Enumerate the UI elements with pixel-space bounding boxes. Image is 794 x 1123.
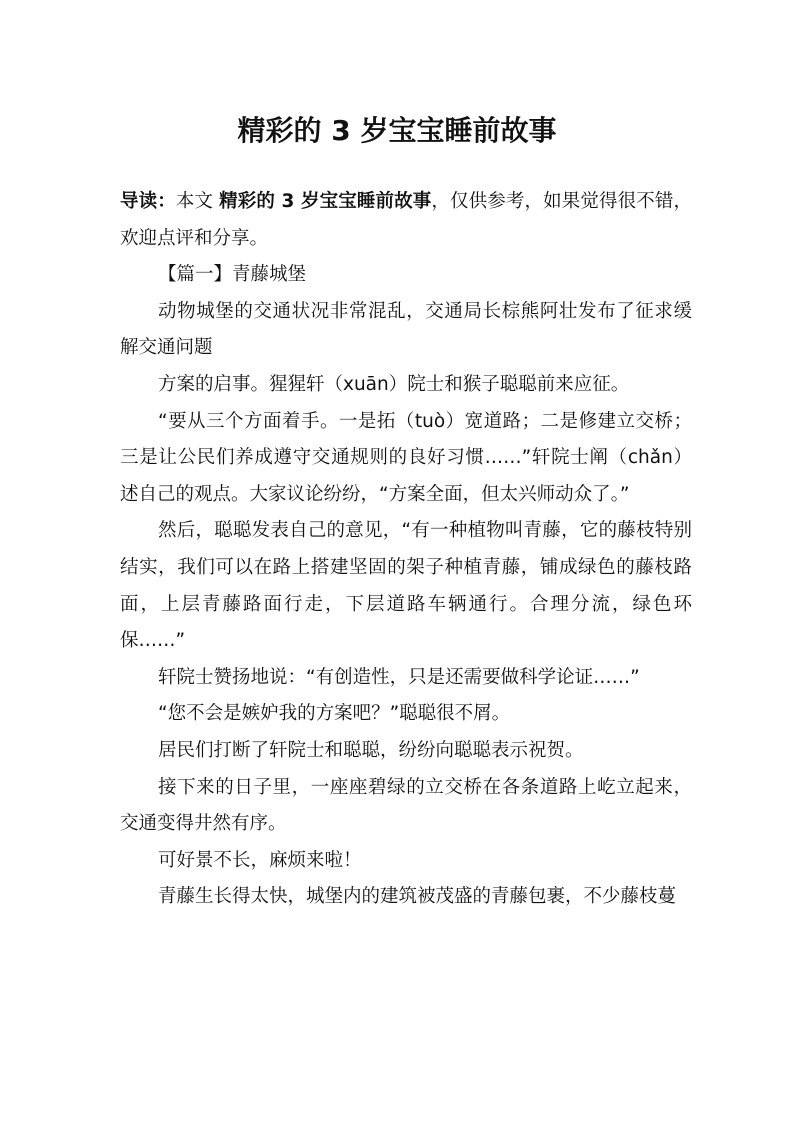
intro-text-before: 本文 xyxy=(175,191,220,212)
body-paragraph: 青藤生长得太快，城堡内的建筑被茂盛的青藤包裹，不少藤枝蔓 xyxy=(158,886,677,908)
body-paragraph: 接下来的日子里，一座座碧绿的立交桥在各条道路上屹立起来，交通变得井然有序。 xyxy=(120,776,692,835)
body-paragraph: 轩院士赞扬地说：“有创造性，只是还需要做科学论证……” xyxy=(158,666,640,688)
section-heading: 【篇一】青藤城堡 xyxy=(158,264,307,286)
intro-paragraph xyxy=(120,184,692,257)
body-paragraph: 然后，聪聪发表自己的意见，“有一种植物叫青藤，它的藤枝特别结实，我们可以在路上搭建坚固的架子种植青藤，铺成绿色的藤枝路面，上层青藤路面行走，下层道路车辆通行。合理分流，绿色环保……” xyxy=(120,520,692,652)
body-paragraph: 可好景不长，麻烦来啦！ xyxy=(158,849,362,871)
body-paragraph: 方案的启事。猩猩轩（xuān）院士和猴子聪聪前来应征。 xyxy=(158,373,630,395)
intro-label: 导读： xyxy=(120,191,176,212)
intro-text-after: ，仅供参考，如果觉得很不错，欢迎点评和分享。 xyxy=(120,191,692,249)
body-paragraph: 居民们打断了轩院士和聪聪，纷纷向聪聪表示祝贺。 xyxy=(158,739,584,761)
intro-bold-title: 精彩的 3 岁宝宝睡前故事 xyxy=(219,191,432,212)
body-paragraph: “您不会是嫉妒我的方案吧？”聪聪很不屑。 xyxy=(158,703,511,725)
document-title: 精彩的 3 岁宝宝睡前故事 xyxy=(237,114,557,147)
body-paragraph: “要从三个方面着手。一是拓（tuò）宽道路；二是修建立交桥；三是让公民们养成遵守交通规则的良好习惯……”轩院士阐（chǎn）述自己的观点。大家议论纷纷，“方案全面，但太兴师动众了。” xyxy=(120,410,692,505)
body-paragraph: 动物城堡的交通状况非常混乱，交通局长棕熊阿壮发布了征求缓解交通问题 xyxy=(120,300,692,359)
document-body xyxy=(120,184,692,916)
